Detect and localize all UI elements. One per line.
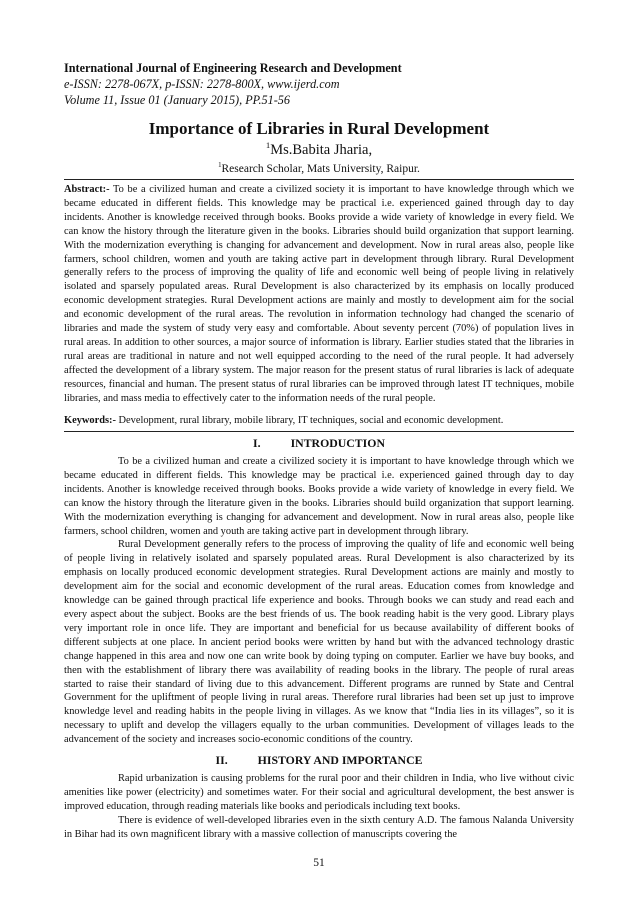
body-paragraph: To be a civilized human and create a civilized society it is important to have knowledge through which we became educated in different fields. This knowledge may be practical i.e. experienced gained through day to day incidents. Another is knowledge received through books. Books provide a wide variety of knowledge in every field. We can know the history through the literature given in the books. Libraries should build organization that support learning. With the modernization everything is changing for advancement and development. Now in rural areas also, people like farmers, school children, women and youth are taking active part in development through library.: [64, 456, 574, 537]
affiliation-superscript: 1: [218, 162, 222, 170]
keywords-text: Development, rural library, mobile library, IT techniques, social and economic development.: [115, 415, 504, 426]
top-divider: [64, 179, 574, 180]
section-heading-introduction: [64, 433, 574, 455]
paper-title: Importance of Libraries in Rural Development: [148, 119, 490, 138]
keywords-paragraph: [64, 414, 574, 428]
abstract-block: [64, 183, 574, 406]
body-paragraph: Rural Development generally refers to the process of improving the quality of life and economic well being of people living in relatively isolated and sparsely populated areas. Rural Development is also characterized by its emphasis on locally produced economic development strategies. Rural Development actions are mainly and mostly to development aim for the social and economic development of the rural areas. Education comes from knowledge and knowledge can be gained through practical life experience and books. Through books we can study and read each and every aspect about the subject. Books are the best friends of us. The book reading habit is the very good. Library plays very important role in once life. They are important and beneficial for us because availability of different books of different subjects at one place. In ancient period books were written by hand but with the advanced technology drastic change happened in this area and now one can write book by doing typing on computer. Earlier we have buy books, and then with the establishment of library there was availability of reading books in the library. The people of rural areas started to raise their standard of living due to this advancement. Different programs are runned by State and Central Government for the upliftment of people living in rural areas. Therefore rural libraries had been set up just to improve knowledge level and reading habits in the people living in villages. As we know that “India lies in its villages”, so it is necessary to uplift and develop the villagers equally to the urban communities. Development of villages leads to the advancement of the society and increases socio-economic conditions of the country.: [64, 539, 574, 746]
body-paragraph: Rapid urbanization is causing problems for the rural poor and their children in India, who live without civic amenities like power (electricity) and sometimes water. For their social and agricultural development, the best answer is improved education, through reading materials like books and periodicals including text books.: [64, 773, 574, 812]
section-number: II.: [215, 753, 228, 768]
abstract-label: Abstract:-: [64, 184, 110, 195]
journal-name: International Journal of Engineering Research and Development: [64, 61, 402, 75]
journal-volume: Volume 11, Issue 01 (January 2015), PP.51-56: [64, 93, 290, 107]
section-heading-history: [64, 747, 574, 772]
section-title: INTRODUCTION: [290, 436, 385, 450]
bottom-divider: [64, 431, 574, 432]
author-superscript: 1: [265, 140, 271, 151]
journal-header: [64, 60, 402, 108]
affiliation-text: Research Scholar, Mats University, Raipur.: [221, 163, 420, 175]
body-text: [64, 433, 574, 842]
abstract-text: To be a civilized human and create a civilized society it is important to have knowledge through which we became educated in different fields. This knowledge may be practical i.e. experienced gained through day to day incidents. Another is knowledge received through books. Books provide a wide variety of knowledge in every field. We can know the history through the literature given in the books. Libraries should build organization that support learning. With the modernization everything is changing for advancement and development. Now in rural areas also, people like farmers, school children, women and youth are taking active part in development through library. Rural Development generally refers to the process of improving the quality of life and economic well being of people living in relatively isolated and sparsely populated areas. Rural Development is also characterized by its emphasis on locally produced economic development strategies. Rural Development actions are mainly and mostly to development aim for the social and economic development of the rural areas. The revolution in information technology had changed the scenario of libraries and made the system of study very easy and comfortable. About seventy percent (70%) of population lives in rural areas. In addition to other sources, a major source of information is library. Earlier studies stated that the libraries in rural areas are traditional in nature and not well equipped according to the need of the rural people. It had adversely affected the development of a library system. The major reason for the present status of rural libraries is lack of adequate resources, financial and human. The present status of rural libraries can be improved through latest IT techniques, mobile libraries, and mass media to effectively cater to the information needs of the rural people.: [64, 184, 574, 404]
keywords-block: [64, 414, 574, 428]
journal-issn: e-ISSN: 2278-067X, p-ISSN: 2278-800X, www.ijerd.com: [64, 77, 340, 91]
keywords-label: Keywords:-: [64, 415, 116, 426]
page-number: 51: [313, 857, 325, 869]
section-number: I.: [253, 436, 261, 450]
abstract-paragraph: [64, 183, 574, 406]
author-name: Ms.Babita Jharia,: [270, 142, 373, 158]
affiliation-line: [64, 162, 574, 176]
body-paragraph: There is evidence of well-developed libraries even in the sixth century A.D. The famous Nalanda University in Bihar had its own magnificent library with a massive collection of manuscripts covering the: [64, 814, 574, 840]
author-line: [64, 142, 574, 159]
section-title: HISTORY AND IMPORTANCE: [257, 753, 423, 768]
